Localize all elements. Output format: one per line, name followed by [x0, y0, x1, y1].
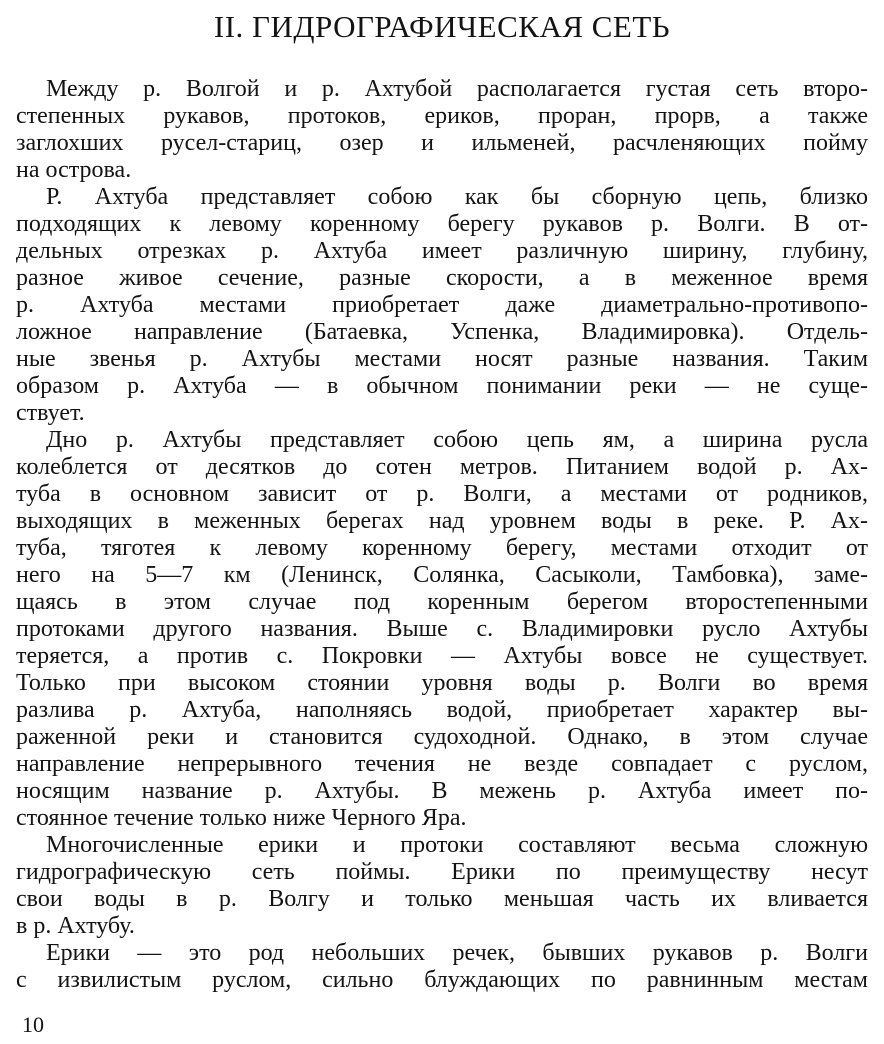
text-line: с извилистым руслом, сильно блуждающих по равнинным местам [16, 967, 868, 993]
text-line: туба в основном зависит от р. Волги, а местами от родников, [16, 481, 868, 507]
text-line: в р. Ахтубу. [16, 913, 135, 939]
text-line: подходящих к левому коренному берегу рукавов р. Волги. В от- [16, 211, 868, 237]
text-line: Только при высоком стоянии уровня воды р. Волги во время [16, 670, 868, 696]
text-line: Ерики — это род небольших речек, бывших рукавов р. Волги [46, 940, 868, 966]
text-line: на острова. [16, 157, 132, 183]
text-line: образом р. Ахтуба — в обычном понимании реки — не суще- [16, 373, 868, 399]
text-line: разное живое сечение, разные скорости, а в меженное время [16, 265, 868, 291]
section-heading: II. ГИДРОГРАФИЧЕСКАЯ СЕТЬ [213, 9, 671, 44]
text-line: направление непрерывного течения не везде совпадает с руслом, [16, 751, 868, 777]
text-line: него на 5—7 км (Ленинск, Солянка, Сасыколи, Тамбовка), заме- [16, 562, 868, 588]
text-line: ствует. [16, 400, 85, 426]
paragraph [16, 427, 868, 832]
text-line: Дно р. Ахтубы представляет собою цепь ям, а ширина русла [46, 427, 868, 453]
text-line: раженной реки и становится судоходной. Однако, в этом случае [16, 724, 868, 750]
text-line: гидрографическую сеть поймы. Ерики по преимуществу несут [16, 859, 868, 885]
page-number: 10 [22, 1012, 44, 1037]
text-line: Между р. Волгой и р. Ахтубой располагается густая сеть второ- [46, 76, 868, 102]
body-text [16, 76, 868, 994]
text-line: р. Ахтуба местами приобретает даже диаметрально-противопо- [16, 292, 868, 318]
paragraph [16, 184, 868, 427]
paragraph [16, 832, 868, 940]
text-line: Р. Ахтуба представляет собою как бы сборную цепь, близко [46, 184, 868, 210]
text-line: стоянное течение только ниже Черного Яра. [16, 805, 467, 831]
text-line: разлива р. Ахтуба, наполняясь водой, приобретает характер вы- [16, 697, 868, 723]
paragraph [16, 940, 868, 994]
text-line: Многочисленные ерики и протоки составляют весьма сложную [46, 832, 868, 858]
text-line: щаясь в этом случае под коренным берегом второстепенными [16, 589, 868, 615]
text-line: выходящих в меженных берегах над уровнем воды в реке. Р. Ах- [16, 508, 868, 534]
text-line: носящим название р. Ахтубы. В межень р. Ахтуба имеет по- [16, 778, 868, 804]
text-line: ложное направление (Батаевка, Успенка, Владимировка). Отдель- [16, 319, 868, 345]
text-line: протоками другого названия. Выше с. Владимировки русло Ахтубы [16, 616, 868, 642]
text-line: свои воды в р. Волгу и только меньшая часть их вливается [16, 886, 868, 912]
text-line: туба, тяготея к левому коренному берегу, местами отходит от [16, 535, 868, 561]
text-line: заглохших русел-стариц, озер и ильменей, расчленяющих пойму [16, 130, 868, 156]
text-line: степенных рукавов, протоков, ериков, проран, прорв, а также [16, 103, 868, 129]
text-line: дельных отрезках р. Ахтуба имеет различную ширину, глубину, [16, 238, 868, 264]
paragraph [16, 76, 868, 184]
text-line: теряется, а против с. Покровки — Ахтубы вовсе не существует. [16, 643, 868, 669]
text-line: ные звенья р. Ахтубы местами носят разные названия. Таким [16, 346, 868, 372]
text-line: колеблется от десятков до сотен метров. Питанием водой р. Ах- [16, 454, 868, 480]
